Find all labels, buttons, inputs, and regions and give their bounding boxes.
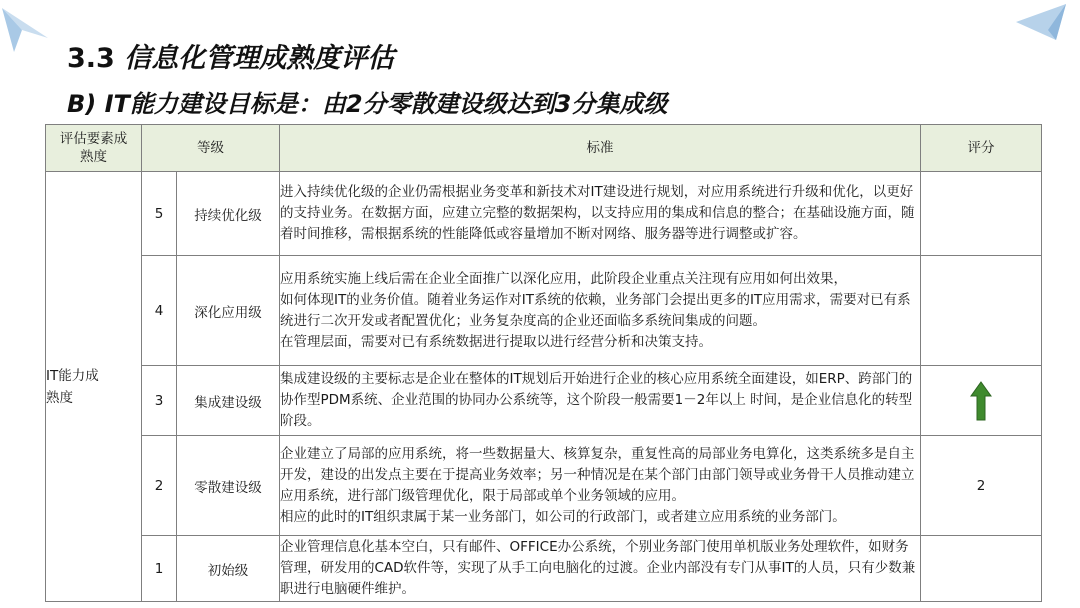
page-title — [67, 36, 394, 75]
level-name: 零散建设级 — [177, 436, 280, 536]
header-score: 评分 — [921, 125, 1042, 172]
level-number: 4 — [142, 256, 177, 366]
level-number: 2 — [142, 436, 177, 536]
header-criteria: 标准 — [280, 125, 921, 172]
title-number: 3.3 — [67, 43, 115, 74]
level-name: 集成建设级 — [177, 366, 280, 436]
table-row — [46, 366, 1042, 436]
level-criteria: 集成建设级的主要标志是企业在整体的IT规划后开始进行企业的核心应用系统全面建设，如ERP、跨部门的协作型PDM系统、企业范围的协同办公系统等，这个阶段一般需要1－2年以上 时间，是企业信息化的转型阶段。 — [280, 366, 921, 436]
table-row — [46, 436, 1042, 536]
table-row — [46, 172, 1042, 256]
level-number: 3 — [142, 366, 177, 436]
level-number: 5 — [142, 172, 177, 256]
paper-plane-decoration-icon — [1000, 0, 1080, 50]
level-name: 深化应用级 — [177, 256, 280, 366]
paper-plane-decoration-icon — [0, 0, 60, 60]
title-text: 信息化管理成熟度评估 — [124, 43, 395, 74]
score-cell: 2 — [921, 436, 1042, 536]
header-level: 等级 — [142, 125, 280, 172]
level-criteria: 企业管理信息化基本空白，只有邮件、OFFICE办公系统，个别业务部门使用单机版业务处理软件，如财务管理，研发用的CAD软件等，实现了从手工向电脑化的过渡。企业内部没有专门从事IT的人员，只有少数兼职进行电脑硬件维护。 — [280, 536, 921, 602]
level-name: 初始级 — [177, 536, 280, 602]
table-row — [46, 256, 1042, 366]
table-row — [46, 536, 1042, 602]
level-criteria: 企业建立了局部的应用系统，将一些数据量大、核算复杂，重复性高的局部业务电算化，这类系统多是自主开发，建设的出发点主要在于提高业务效率；另一种情况是在某个部门由部门领导或业务骨干人员推动建立应用系统，进行部门级管理优化，限于局部或单个业务领域的应用。 相应的此时的IT组织隶属于某一业务部门，如公司的行政部门，或者建立应用系统的业务部门。 — [280, 436, 921, 536]
up-arrow-icon — [970, 381, 992, 421]
table-header-row — [46, 125, 1042, 172]
level-criteria: 应用系统实施上线后需在企业全面推广以深化应用，此阶段企业重点关注现有应用如何出效果， 如何体现IT的业务价值。随着业务运作对IT系统的依赖，业务部门会提出更多的IT应用需求，需要对已有系统进行二次开发或者配置优化；业务复杂度高的企业还面临多系统间集成的问题。 在管理层面，需要对已有系统数据进行提取以进行经营分析和决策支持。 — [280, 256, 921, 366]
score-cell — [921, 366, 1042, 436]
level-criteria: 进入持续优化级的企业仍需根据业务变革和新技术对IT建设进行规划，对应用系统进行升级和优化，以更好的支持业务。在数据方面，应建立完整的数据架构，以支持应用的集成和信息的整合；在基础设施方面，随着时间推移，需根据系统的性能降低或容量增加不断对网络、服务器等进行调整或扩容。 — [280, 172, 921, 256]
maturity-table — [45, 124, 1042, 602]
header-factor: 评估要素成熟度 — [46, 125, 142, 172]
level-name: 持续优化级 — [177, 172, 280, 256]
score-cell — [921, 256, 1042, 366]
page-subtitle: B) IT能力建设目标是：由2分零散建设级达到3分集成级 — [67, 90, 668, 118]
score-cell — [921, 172, 1042, 256]
factor-cell: IT能力成熟度 — [46, 172, 142, 602]
score-cell — [921, 536, 1042, 602]
level-number: 1 — [142, 536, 177, 602]
